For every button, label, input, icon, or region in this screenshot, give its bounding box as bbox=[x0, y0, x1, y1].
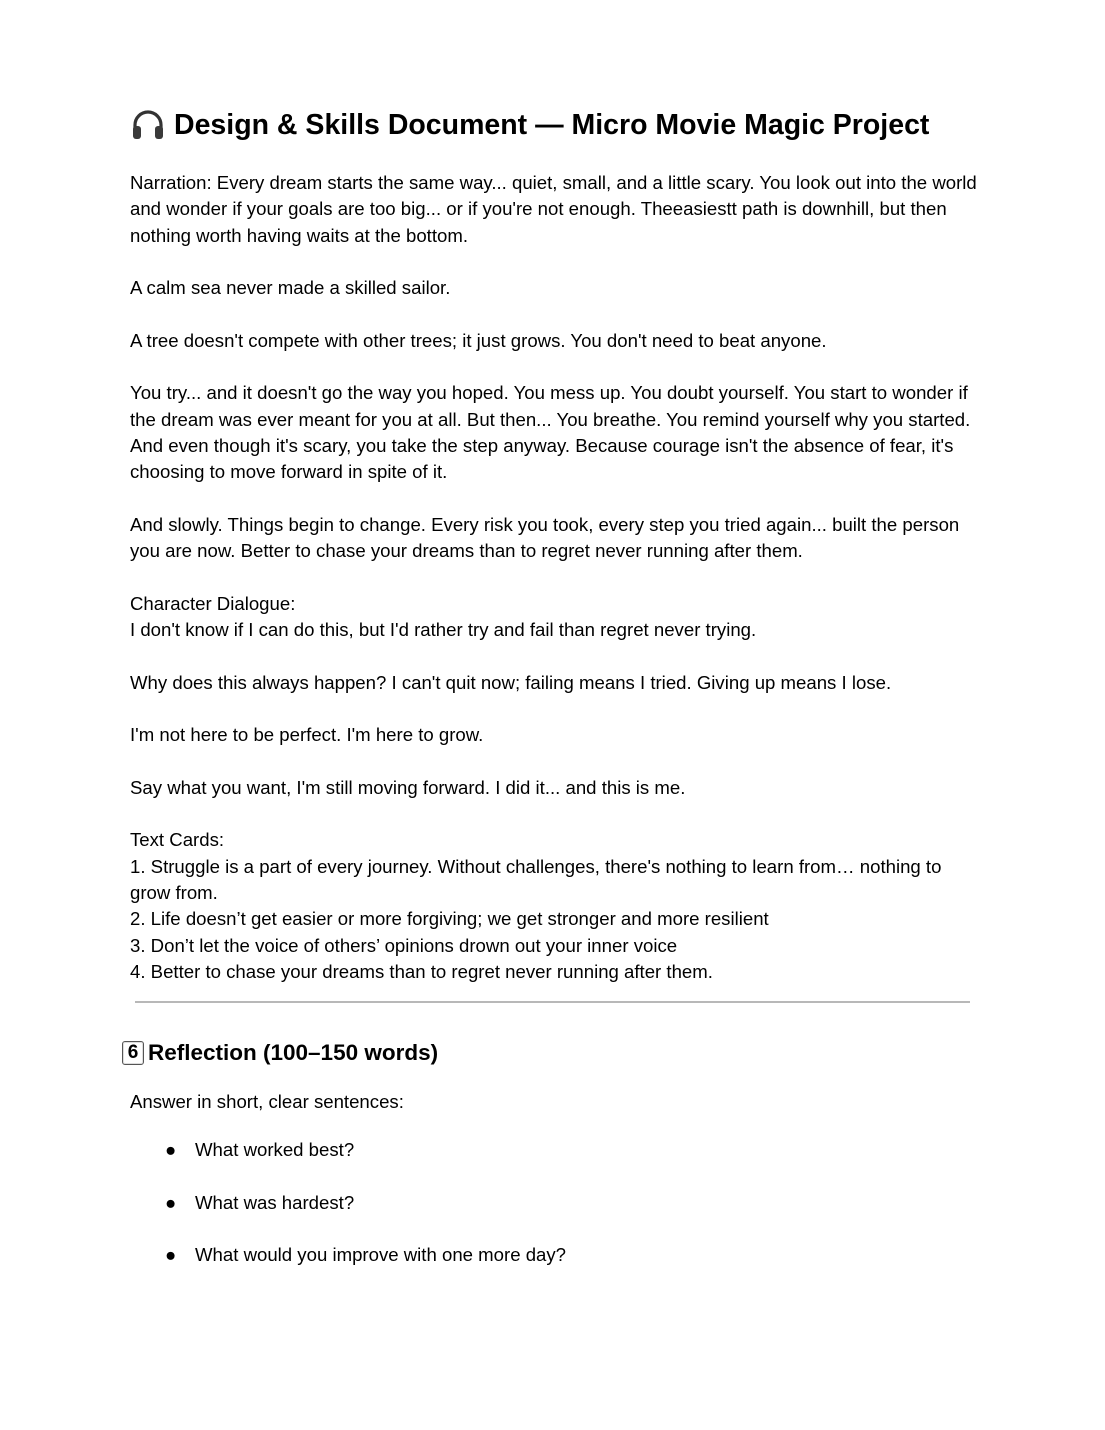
dialogue-line: I don't know if I can do this, but I'd rather try and fail than regret never trying. bbox=[130, 619, 757, 641]
question-text: What would you improve with one more day? bbox=[195, 1244, 567, 1266]
narration-paragraph: And slowly. Things begin to change. Every risk you took, every step you tried again... built the person you are now. Better to chase your dreams than to regret never running after them. bbox=[130, 513, 960, 562]
title-text: Design & Skills Document — Micro Movie Magic Project bbox=[174, 109, 930, 141]
text-card-item: 4. Better to chase your dreams than to regret never running after them. bbox=[130, 960, 713, 982]
reflection-heading bbox=[122, 1027, 980, 1079]
bullet-icon: ● bbox=[165, 1139, 177, 1161]
narration-paragraph: You try... and it doesn't go the way you hoped. You mess up. You doubt yourself. You start to wonder if the dream was ever meant for you at all. But then... You breathe. You remind yourself why you started. And even though it's scary, you take the step anyway. Because courage isn't the absence of fear, it's choosing to move forward in spite of it. bbox=[130, 382, 971, 483]
reflection-heading-text: Reflection (100–150 words) bbox=[148, 1040, 439, 1066]
narration-paragraph: A tree doesn't compete with other trees; it just grows. You don't need to beat anyone. bbox=[130, 329, 827, 351]
dialogue-line: I'm not here to be perfect. I'm here to grow. bbox=[130, 724, 484, 746]
question-text: What was hardest? bbox=[195, 1191, 355, 1213]
reflection-question-list bbox=[130, 1137, 980, 1268]
headphone-icon bbox=[130, 109, 166, 141]
document-page bbox=[127, 100, 980, 1295]
text-cards-block bbox=[130, 827, 980, 985]
text-card-item: 3. Don’t let the voice of others’ opinions drown out your inner voice bbox=[130, 934, 678, 956]
list-item bbox=[130, 1242, 980, 1268]
reflection-instruction: Answer in short, clear sentences: bbox=[130, 1091, 404, 1113]
page-title bbox=[130, 100, 980, 150]
dialogue-line: Why does this always happen? I can't quit now; failing means I tried. Giving up means I lose. bbox=[130, 671, 892, 693]
bullet-icon: ● bbox=[165, 1191, 177, 1213]
dialogue-heading: Character Dialogue: bbox=[130, 592, 296, 614]
horizontal-divider bbox=[135, 1001, 970, 1003]
bullet-icon: ● bbox=[165, 1244, 177, 1266]
narration-paragraph: A calm sea never made a skilled sailor. bbox=[130, 277, 451, 299]
text-card-item: 2. Life doesn’t get easier or more forgiving; we get stronger and more resilient bbox=[130, 908, 769, 930]
dialogue-line: Say what you want, I'm still moving forward. I did it... and this is me. bbox=[130, 776, 686, 798]
question-text: What worked best? bbox=[195, 1139, 355, 1161]
text-cards-heading: Text Cards: bbox=[130, 829, 225, 851]
list-item bbox=[130, 1190, 980, 1216]
dialogue-block bbox=[130, 591, 980, 644]
narration-paragraph: Narration: Every dream starts the same way... quiet, small, and a little scary. You look out into the world and wonder if your goals are too big... or if you're not enough. Theeasiestt path is downhill, but then nothing worth having waits at the bottom. bbox=[130, 172, 977, 246]
list-item bbox=[130, 1137, 980, 1163]
number-six-keycap-icon: 6 bbox=[122, 1041, 144, 1065]
text-card-item: 1. Struggle is a part of every journey. Without challenges, there's nothing to learn from… nothing to grow from. bbox=[130, 855, 942, 904]
